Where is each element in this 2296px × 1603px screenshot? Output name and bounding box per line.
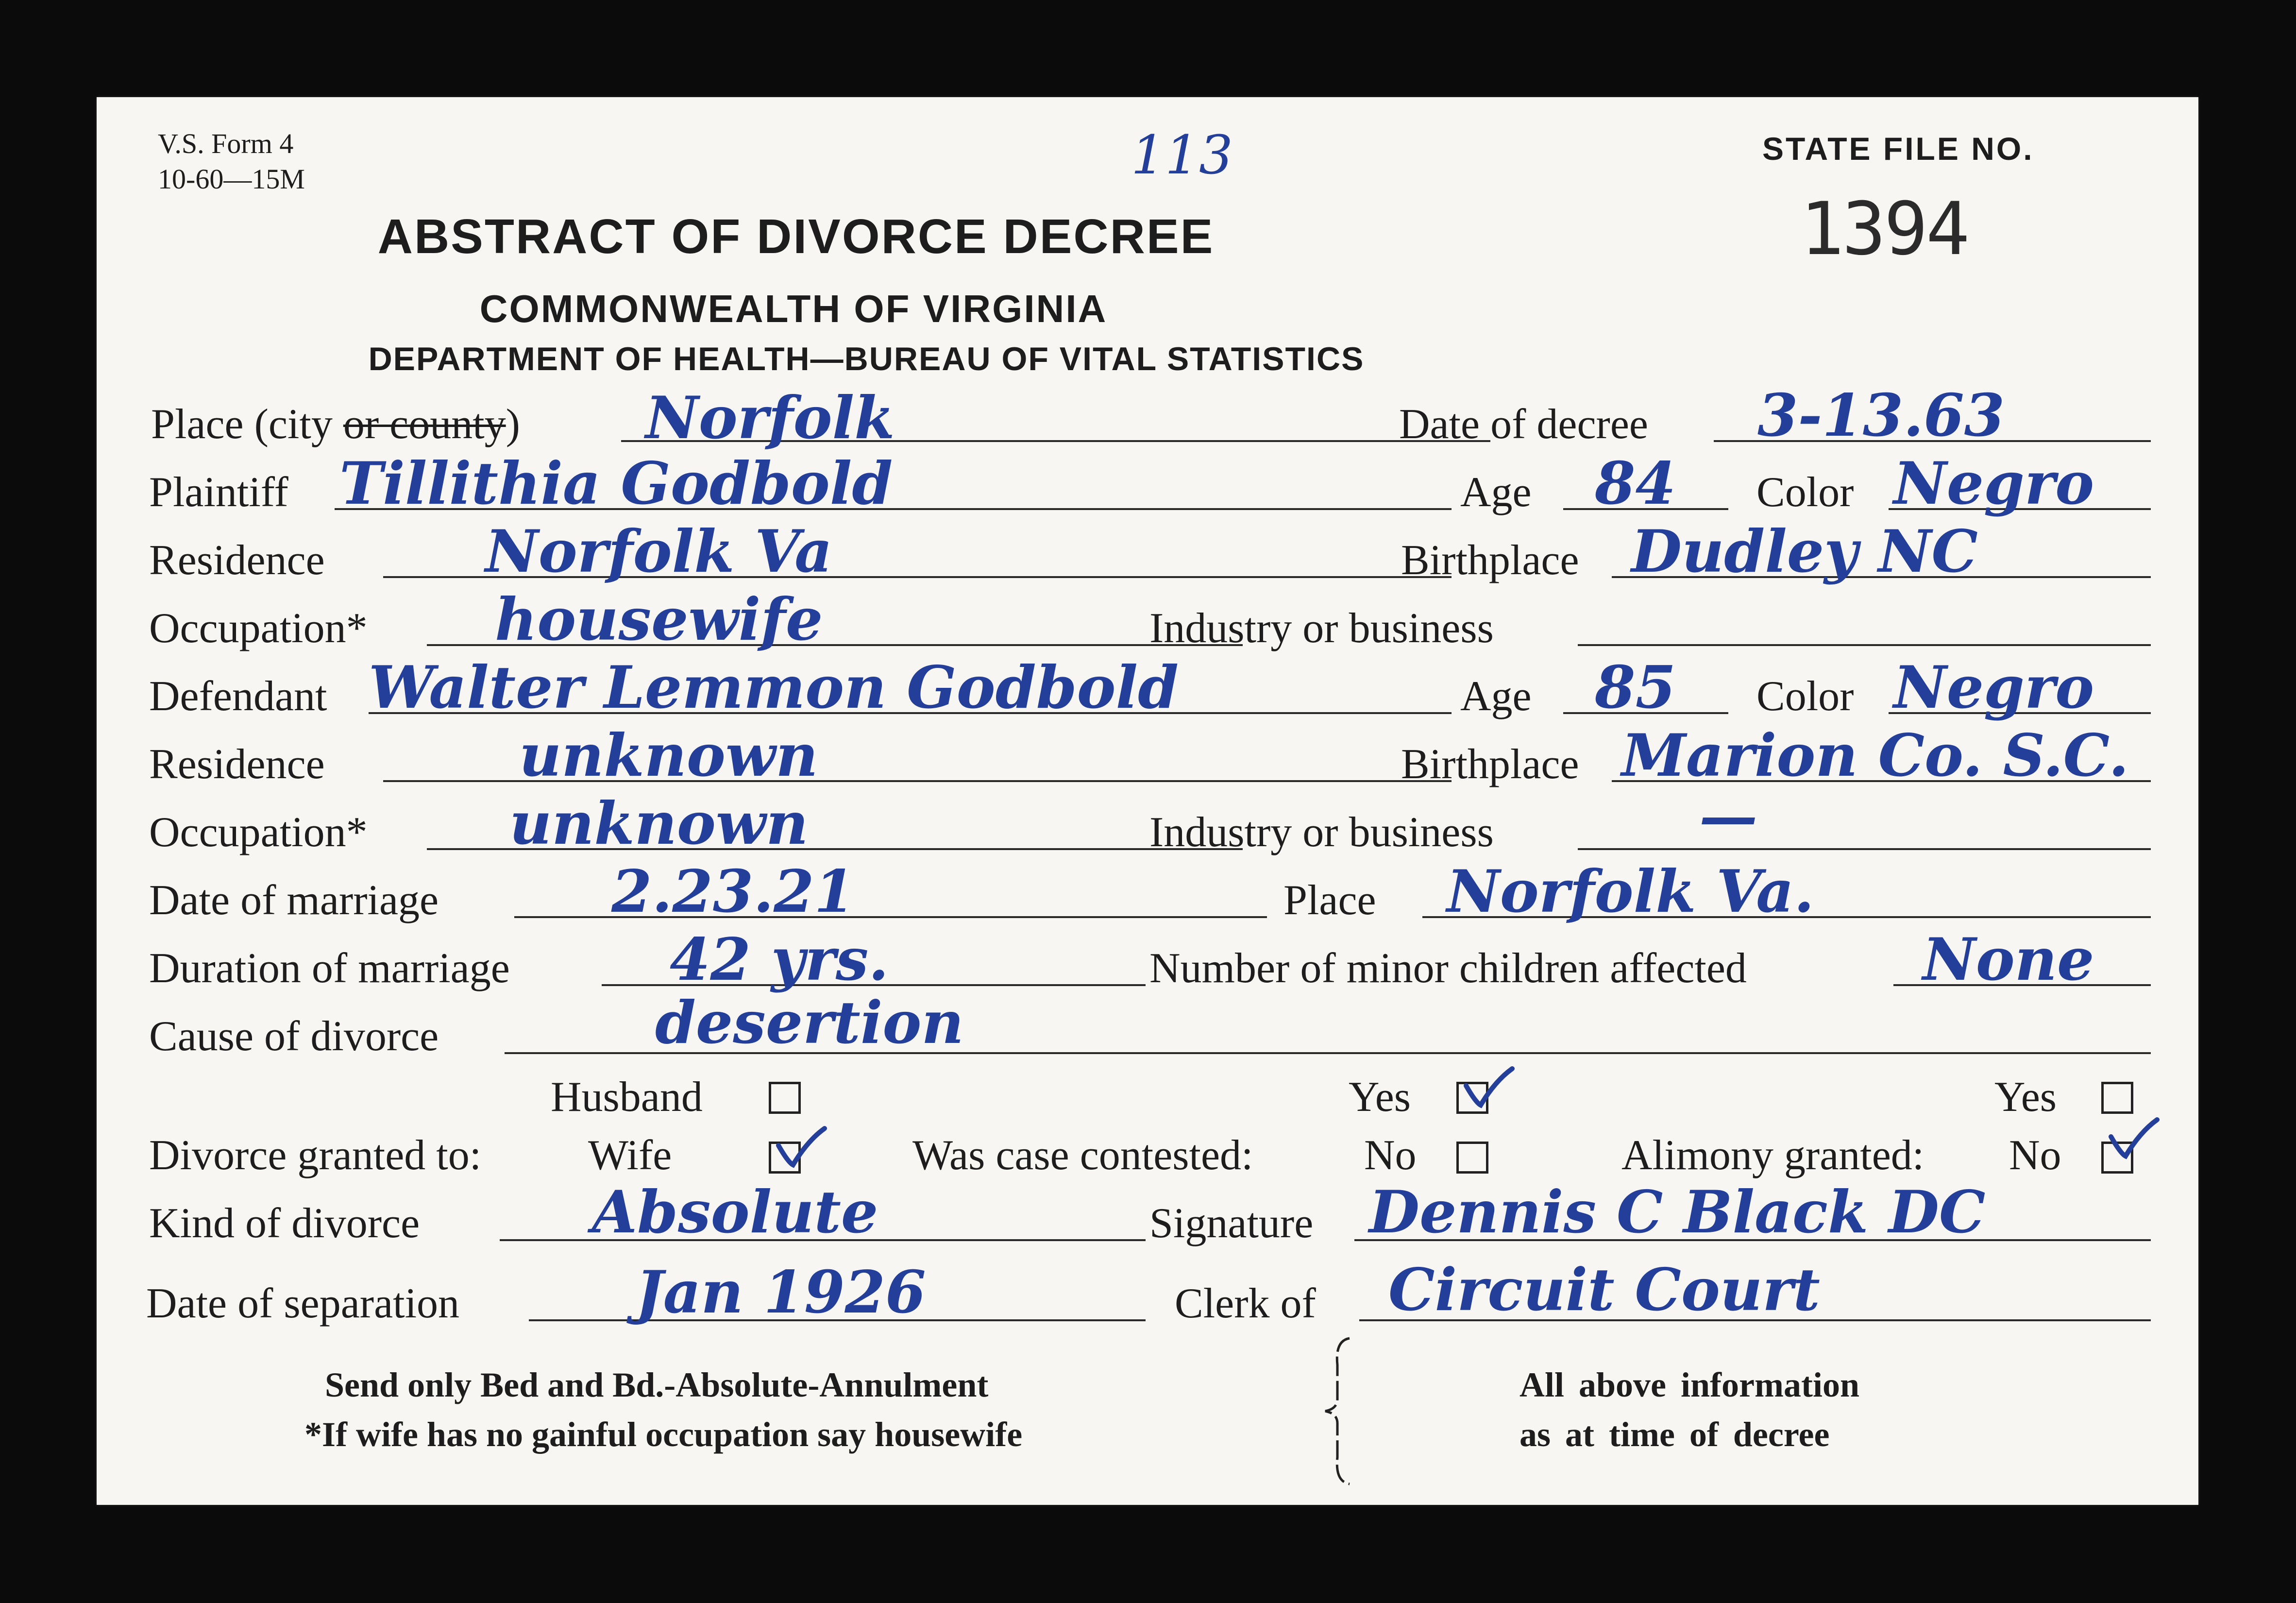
defendant-residence-label: Residence — [149, 741, 325, 788]
plaintiff-color-label: Color — [1756, 469, 1854, 516]
date-of-decree-value: 3-13.63 — [1757, 381, 2005, 450]
plaintiff-industry-line — [1578, 644, 2151, 646]
divorce-granted-label: Divorce granted to: — [149, 1132, 482, 1179]
plaintiff-residence-label: Residence — [149, 537, 325, 584]
plaintiff-age-value: 84 — [1595, 449, 1676, 518]
contested-no-checkbox[interactable] — [1456, 1142, 1488, 1174]
duration-value: 42 yrs. — [670, 925, 889, 994]
contested-no-label: No — [1364, 1132, 1417, 1179]
plaintiff-birthplace-value: Dudley NC — [1631, 517, 1978, 586]
plaintiff-occupation-label: Occupation* — [149, 605, 368, 652]
cause-value: desertion — [655, 989, 964, 1057]
footer-note-2: *If wife has no gainful occupation say housewife — [304, 1415, 1023, 1454]
plaintiff-industry-label: Industry or business — [1149, 605, 1494, 652]
plaintiff-residence-value: Norfolk Va — [485, 517, 832, 586]
husband-label: Husband — [551, 1074, 703, 1121]
defendant-value: Walter Lemmon Godbold — [369, 653, 1179, 722]
alimony-label: Alimony granted: — [1621, 1132, 1925, 1179]
page-subtitle: COMMONWEALTH OF VIRGINIA — [479, 287, 1108, 330]
place-label: Place (city or county) — [151, 401, 520, 448]
minor-children-label: Number of minor children affected — [1149, 945, 1747, 992]
alimony-no-label: No — [2009, 1132, 2061, 1179]
defendant-industry-value: — — [1699, 782, 1757, 851]
plaintiff-value: Tillithia Godbold — [339, 449, 893, 518]
marriage-place-label: Place — [1283, 877, 1376, 924]
form-id-block — [158, 126, 305, 197]
defendant-residence-value: unknown — [519, 721, 818, 790]
footer-note-4: as at time of decree — [1519, 1415, 1830, 1454]
wife-label: Wife — [588, 1132, 672, 1179]
defendant-age-label: Age — [1460, 673, 1532, 720]
cause-label: Cause of divorce — [149, 1013, 439, 1060]
defendant-occupation-value: unknown — [509, 789, 809, 858]
duration-label: Duration of marriage — [149, 945, 510, 992]
date-of-marriage-label: Date of marriage — [149, 877, 439, 924]
form-id: V.S. Form 4 — [158, 128, 294, 159]
defendant-occupation-label: Occupation* — [149, 809, 368, 856]
contested-yes-label: Yes — [1349, 1074, 1411, 1121]
defendant-birthplace-label: Birthplace — [1401, 741, 1579, 788]
defendant-birthplace-value: Marion Co. S.C. — [1621, 721, 2129, 790]
alimony-yes-checkbox[interactable] — [2101, 1082, 2133, 1114]
department-line: DEPARTMENT OF HEALTH—BUREAU OF VITAL STATISTICS — [368, 341, 1365, 377]
date-of-separation-label: Date of separation — [146, 1280, 460, 1327]
marriage-place-value: Norfolk Va. — [1447, 857, 1814, 926]
clerk-of-label: Clerk of — [1175, 1280, 1316, 1327]
defendant-label: Defendant — [149, 673, 327, 720]
date-of-separation-value: Jan 1926 — [636, 1258, 926, 1327]
form-code: 10-60—15M — [158, 163, 305, 195]
brace-divider — [1320, 1336, 1359, 1486]
kind-of-divorce-label: Kind of divorce — [149, 1200, 420, 1247]
state-file-number: 1394 — [1800, 187, 1968, 272]
minor-children-value: None — [1923, 925, 2094, 994]
plaintiff-occupation-value: housewife — [495, 585, 823, 654]
footer-note-1: Send only Bed and Bd.-Absolute-Annulment — [325, 1365, 989, 1404]
footer-note-3: All above information — [1519, 1365, 1859, 1404]
plaintiff-label: Plaintiff — [149, 469, 288, 516]
divorce-decree-card — [97, 97, 2198, 1505]
signature-label: Signature — [1149, 1200, 1314, 1247]
plaintiff-age-label: Age — [1460, 469, 1532, 516]
contested-yes-checkmark — [1461, 1066, 1515, 1110]
handwritten-number: 113 — [1131, 124, 1233, 186]
struck-county: or county — [343, 401, 506, 448]
plaintiff-color-value: Negro — [1893, 449, 2094, 518]
defendant-industry-line — [1578, 848, 2151, 850]
signature-value: Dennis C Black DC — [1369, 1178, 1986, 1246]
alimony-yes-label: Yes — [1994, 1074, 2057, 1121]
alimony-no-checkmark — [2106, 1117, 2160, 1161]
defendant-age-value: 85 — [1595, 653, 1676, 722]
state-file-label: STATE FILE NO. — [1762, 131, 2034, 167]
contested-label: Was case contested: — [912, 1132, 1253, 1179]
plaintiff-birthplace-label: Birthplace — [1401, 537, 1579, 584]
granted-husband-checkbox[interactable] — [769, 1082, 801, 1114]
clerk-of-value: Circuit Court — [1388, 1256, 1820, 1324]
date-of-marriage-value: 2.23.21 — [611, 857, 855, 926]
granted-wife-checkmark — [774, 1126, 827, 1170]
defendant-color-label: Color — [1756, 673, 1854, 720]
defendant-color-value: Negro — [1893, 653, 2094, 722]
page-title: ABSTRACT OF DIVORCE DECREE — [377, 209, 1215, 264]
kind-of-divorce-value: Absolute — [592, 1178, 878, 1246]
place-value: Norfolk — [645, 384, 895, 452]
date-of-decree-label: Date of decree — [1399, 401, 1648, 448]
defendant-industry-label: Industry or business — [1149, 809, 1494, 856]
